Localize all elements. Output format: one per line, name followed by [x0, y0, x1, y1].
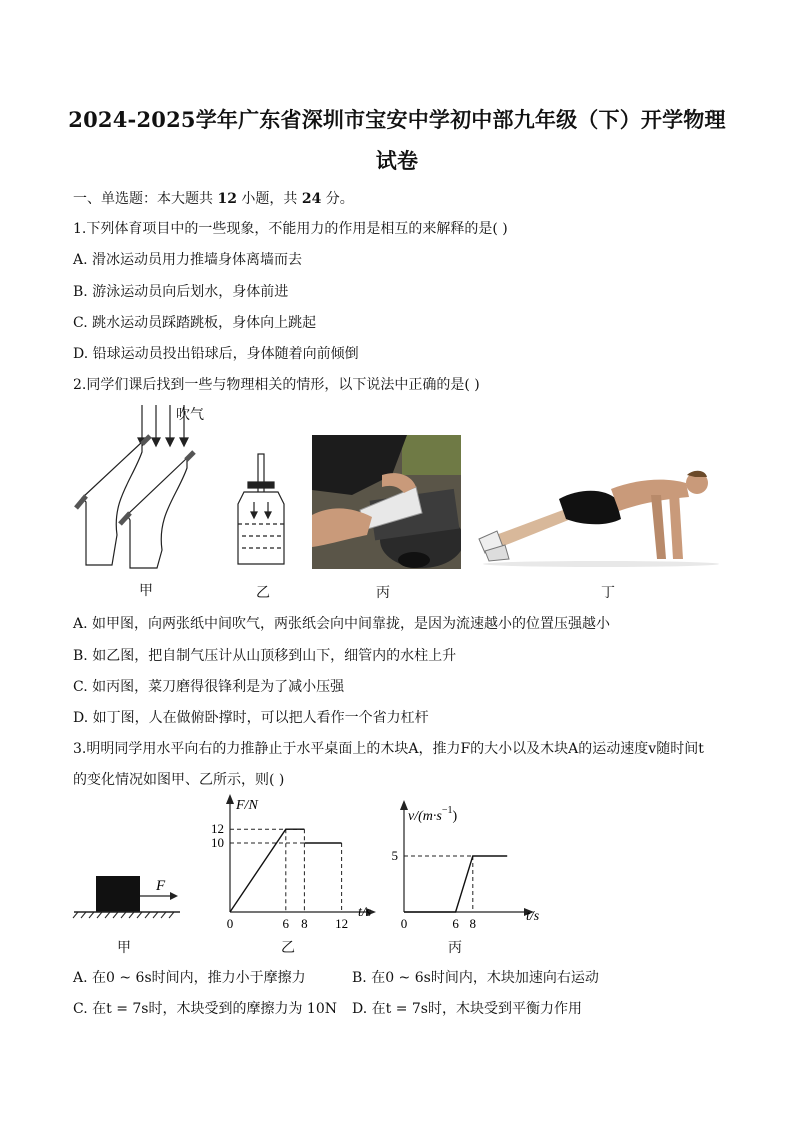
x-tick-label-0: 0 [400, 916, 408, 931]
q1-option-d: D. 铅球运动员投出铅球后，身体随着向前倾倒 [73, 346, 359, 362]
v-axis-x-label: t/s [526, 909, 540, 924]
section-question-count: 12 [217, 191, 237, 207]
section-middle: 小题，共 [236, 191, 302, 207]
q3-option-d: D. 在t = 7s时，木块受到平衡力作用 [352, 1001, 582, 1017]
v-axis-y-exp: −1 [441, 805, 453, 816]
x-tick-label-6: 6 [282, 916, 290, 931]
f-axis-x-label: t/s [358, 905, 372, 920]
v-axis-y-close: ) [452, 809, 458, 824]
x-tick-label-8: 8 [301, 916, 308, 931]
q2-option-c: C. 如丙图，菜刀磨得很锋利是为了减小压强 [73, 679, 345, 695]
q1-option-a: A. 滑冰运动员用力推墙身体离墙而去 [73, 252, 303, 268]
q2-caption-bing: 丙 [376, 585, 390, 601]
section-suffix: 分。 [321, 191, 354, 207]
q3-chart-velocity-time [372, 792, 562, 932]
q3-option-a: A. 在0 ~ 6s时间内，推力小于摩擦力 [73, 970, 306, 986]
q1-stem: 1.下列体育项目中的一些现象，不能用力的作用是相互的来解释的是( ) [73, 221, 508, 237]
q2-option-d: D. 如丁图，人在做俯卧撑时，可以把人看作一个省力杠杆 [73, 710, 429, 726]
exam-title-line2: 试卷 [375, 148, 419, 173]
q3-stem-line2: 的变化情况如图甲、乙所示，则( ) [73, 772, 285, 788]
x-tick-label-6: 6 [452, 916, 459, 931]
x-tick-label-8: 8 [469, 916, 477, 931]
q2-figure-yi-barometer [234, 452, 290, 572]
q2-figure-bing-knife-photo [312, 435, 461, 569]
series-line-0 [230, 829, 304, 912]
q2-figure-jia-papers [72, 400, 232, 575]
q2-caption-jia: 甲 [139, 583, 153, 599]
q2-figure-ding-pushup-photo [471, 447, 719, 568]
q3-option-c: C. 在t = 7s时，木块受到的摩擦力为 10N [73, 1001, 337, 1017]
q2-blow-label: 吹气 [176, 407, 204, 423]
y-tick-label-5: 5 [391, 848, 398, 863]
x-tick-label-0: 0 [226, 916, 234, 931]
section-prefix: 一、单选题：本大题共 [73, 191, 218, 207]
q2-option-b: B. 如乙图，把自制气压计从山顶移到山下，细管内的水柱上升 [73, 648, 457, 664]
q3-caption-jia: 甲 [117, 940, 131, 956]
series-line-0 [404, 856, 507, 912]
q2-caption-yi: 乙 [256, 585, 270, 601]
q2-stem: 2.同学们课后找到一些与物理相关的情形，以下说法中正确的是( ) [73, 377, 480, 393]
q2-option-a: A. 如甲图，向两张纸中间吹气，两张纸会向中间靠拢，是因为流速越小的位置压强越小 [73, 616, 611, 632]
y-tick-label-10: 10 [211, 835, 224, 850]
q3-force-label: F [156, 878, 166, 894]
section-heading [73, 188, 354, 208]
v-axis-y-label [408, 805, 457, 824]
section-score: 24 [301, 191, 322, 207]
q3-caption-yi: 乙 [281, 940, 295, 956]
f-axis-y-label: F/N [236, 798, 258, 813]
q1-option-c: C. 跳水运动员踩踏跳板，身体向上跳起 [73, 315, 317, 331]
q3-option-b: B. 在0 ~ 6s时间内，木块加速向右运动 [352, 970, 599, 986]
x-tick-label-12: 12 [335, 916, 349, 931]
exam-title-line1: 2024-2025学年广东省深圳市宝安中学初中部九年级（下）开学物理 [68, 107, 726, 132]
q2-caption-ding: 丁 [601, 585, 615, 601]
q3-chart-force-time [190, 792, 385, 932]
q3-figure-jia-block [72, 870, 187, 920]
q1-option-b: B. 游泳运动员向后划水，身体前进 [73, 284, 289, 300]
q3-stem-line1: 3.明明同学用水平向右的力推静止于水平桌面上的木块A，推力F的大小以及木块A的运动速度v随时间t [73, 741, 704, 757]
q3-caption-bing: 丙 [448, 940, 462, 956]
y-tick-label-12: 12 [211, 821, 224, 837]
v-axis-y-main: v/(m·s [408, 809, 442, 824]
